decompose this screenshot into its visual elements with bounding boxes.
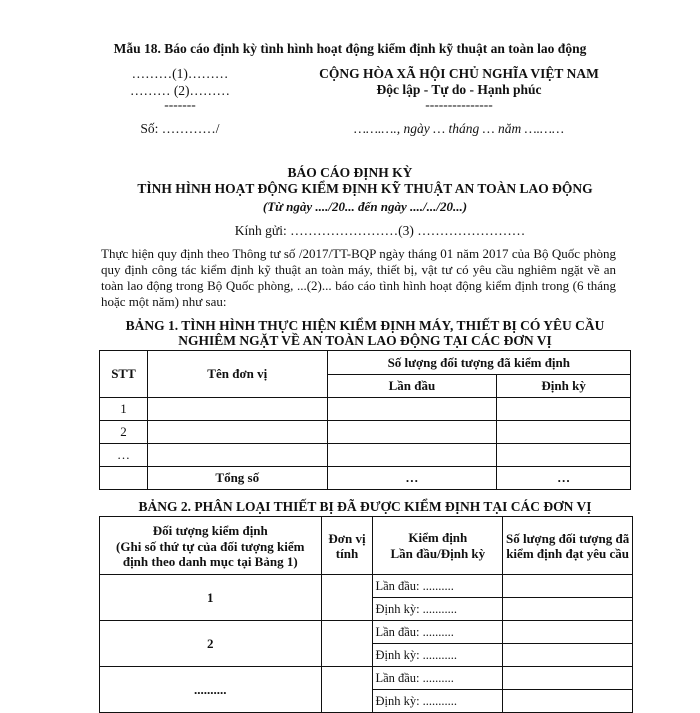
table-row xyxy=(100,398,631,421)
org-line-2: ……… (2)……… xyxy=(129,83,231,98)
table1-title-line1: BẢNG 1. TÌNH HÌNH THỰC HIỆN KIỂM ĐỊNH MÁY, THIẾT BỊ CÓ YÊU CẦU xyxy=(125,318,605,333)
table2-first-cell: Lần đầu: .......... xyxy=(373,575,503,598)
document-date: …….…., ngày … tháng … năm ….…… xyxy=(353,121,565,136)
table1-row-number: … xyxy=(100,444,148,467)
table2-periodic-cell: Định kỳ: ........... xyxy=(373,690,503,713)
table2-header-object-title: Đối tượng kiểm định xyxy=(152,522,268,538)
national-title: CỘNG HÒA XÃ HỘI CHỦ NGHĨA VIỆT NAM xyxy=(319,66,599,81)
table2-header-inspection xyxy=(373,517,503,575)
table2-first-cell: Lần đầu: .......... xyxy=(373,667,503,690)
table-row xyxy=(100,444,631,467)
table2-header-count: Số lượng đối tượng đã kiểm định đạt yêu cầu xyxy=(503,517,633,575)
table1-header-first: Lần đầu xyxy=(327,375,497,398)
document-number: Số: …………/ xyxy=(140,121,220,136)
table1-header-periodic: Định kỳ xyxy=(497,375,631,398)
table1 xyxy=(99,350,631,490)
table2-object-label: 2 xyxy=(100,621,322,667)
report-subtitle: TÌNH HÌNH HOẠT ĐỘNG KIỂM ĐỊNH KỸ THUẬT AN TOÀN LAO ĐỘNG xyxy=(137,181,593,196)
table2-periodic-cell: Định kỳ: ........... xyxy=(373,598,503,621)
table2 xyxy=(99,516,633,713)
form-title: Mẫu 18. Báo cáo định kỳ tình hình hoạt động kiểm định kỹ thuật an toàn lao động xyxy=(113,41,587,56)
table-row xyxy=(100,421,631,444)
table-row xyxy=(100,667,633,690)
table1-title-line2: NGHIÊM NGẶT VỀ AN TOÀN LAO ĐỘNG TẠI CÁC ĐƠN VỊ xyxy=(178,333,552,348)
org-line-1: ………(1)……… xyxy=(131,66,229,81)
org-dashes: ------- xyxy=(164,97,196,112)
table2-header-inspection-type: Lần đầu/Định kỳ xyxy=(390,545,486,561)
table2-first-cell: Lần đầu: .......... xyxy=(373,621,503,644)
table-row xyxy=(100,621,633,644)
table1-row-number: 2 xyxy=(100,421,148,444)
table1-row-number: 1 xyxy=(100,398,148,421)
table1-header-stt: STT xyxy=(100,351,148,398)
table2-header-object xyxy=(100,517,322,575)
table2-object-label: 1 xyxy=(100,575,322,621)
table1-header-unit: Tên đơn vị xyxy=(147,351,327,398)
table2-header-object-note: (Ghi số thứ tự của đối tượng kiểm định theo danh mục tại Bảng 1) xyxy=(116,538,305,569)
table1-total-label: Tổng số xyxy=(147,467,327,490)
table1-total-first: … xyxy=(327,467,497,490)
table2-header-inspection-title: Kiểm định xyxy=(408,529,468,545)
table1-total-row xyxy=(100,467,631,490)
motto: Độc lập - Tự do - Hạnh phúc xyxy=(376,82,542,97)
report-period: (Từ ngày ..../20... đến ngày ..../.../20...) xyxy=(262,199,468,214)
motto-dashes: --------------- xyxy=(425,97,493,112)
table1-total-periodic: … xyxy=(497,467,631,490)
intro-paragraph: Thực hiện quy định theo Thông tư số /2017/TT-BQP ngày tháng 01 năm 2017 của Bộ Quốc phòng quy định công tác kiểm định kỹ thuật an toàn máy, thiết bị, vật tư có yêu cầu nghiêm ngặt về an toàn lao động trong Bộ Quốc phòng, ...(2)... báo cáo tình hình hoạt động kiểm định trong (6 tháng hoặc một năm) như sau: xyxy=(101,246,616,309)
table1-header-group: Số lượng đối tượng đã kiểm định xyxy=(327,351,630,375)
table2-title: BẢNG 2. PHÂN LOẠI THIẾT BỊ ĐÃ ĐƯỢC KIỂM ĐỊNH TẠI CÁC ĐƠN VỊ xyxy=(138,499,592,514)
recipient: Kính gửi: ……………………(3) …………………… xyxy=(234,223,526,238)
report-title: BÁO CÁO ĐỊNH KỲ xyxy=(287,165,413,180)
table2-header-unit: Đơn vị tính xyxy=(321,517,373,575)
table-row xyxy=(100,575,633,598)
table2-periodic-cell: Định kỳ: ........... xyxy=(373,644,503,667)
table2-object-label: .......... xyxy=(100,667,322,713)
